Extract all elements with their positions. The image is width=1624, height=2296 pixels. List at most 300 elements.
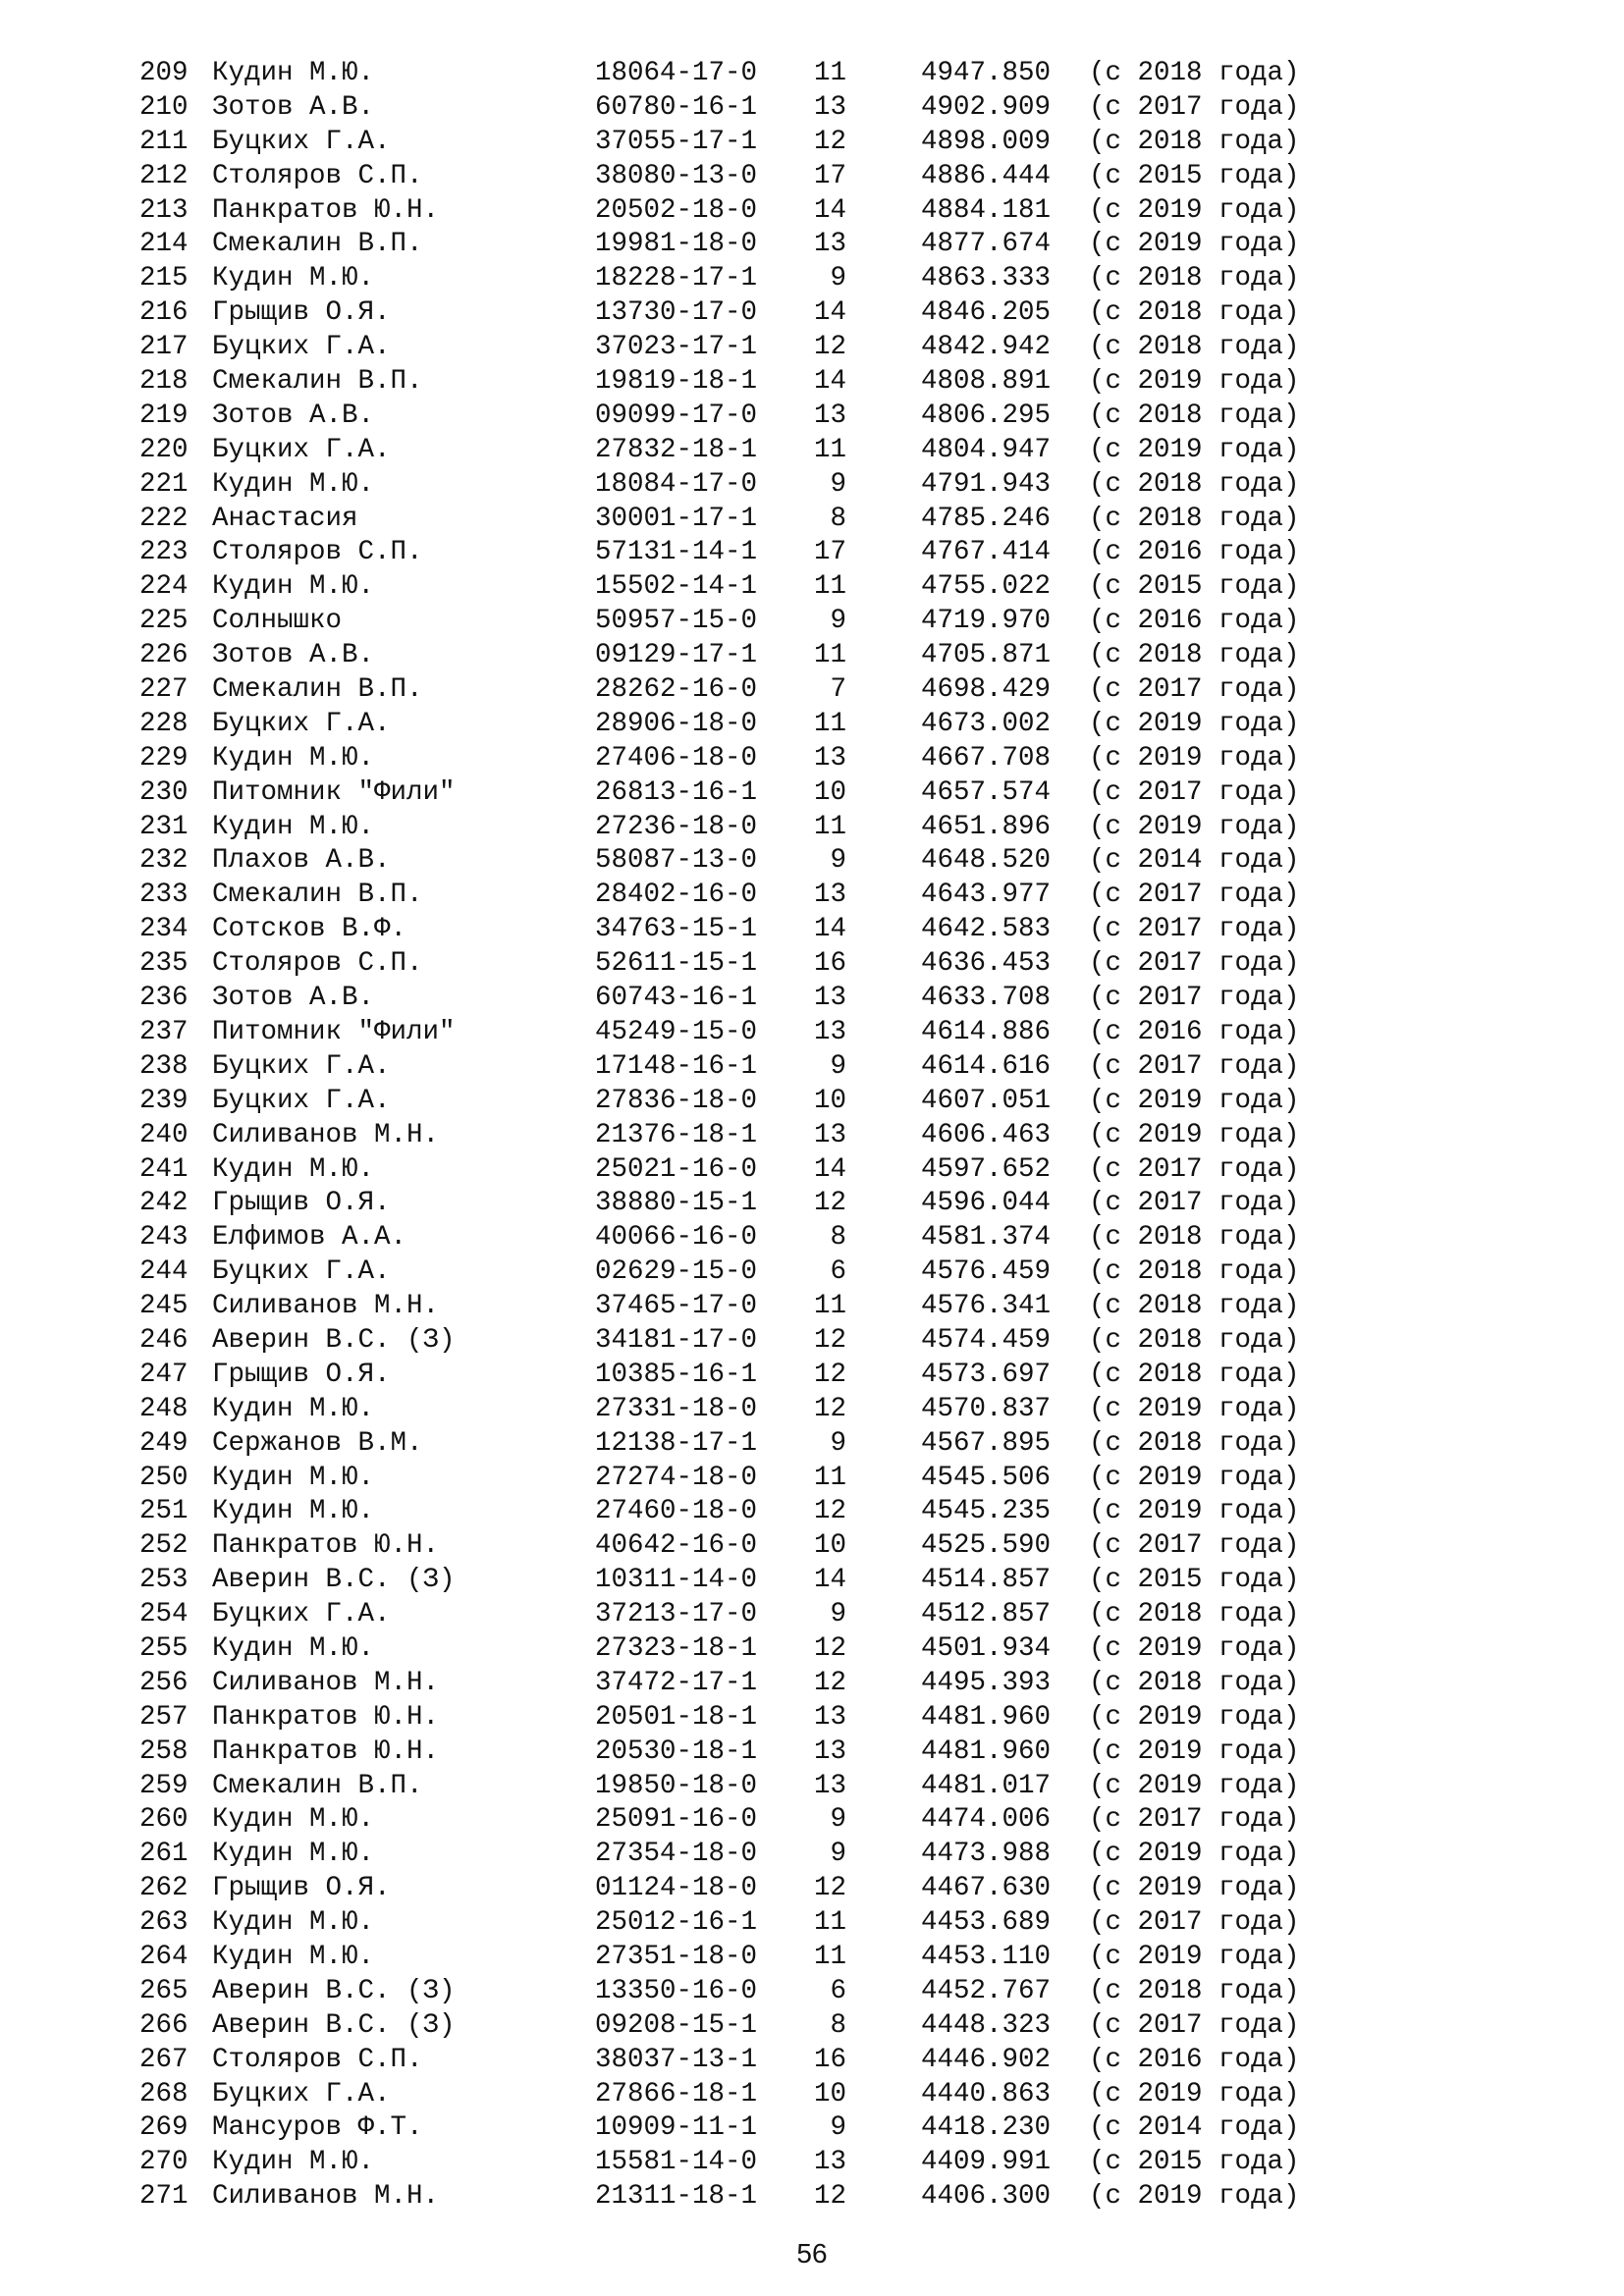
since-year-cell: (с 2018 года) (1089, 503, 1300, 534)
since-year-cell: (с 2018 года) (1089, 332, 1300, 363)
score-cell: 4576.459 (921, 1256, 1052, 1288)
owner-name-cell: Зотов А.В. (212, 640, 375, 671)
owner-name-cell: Кудин М.Ю. (212, 1496, 375, 1527)
since-year-cell: (с 2017 года) (1089, 1907, 1300, 1939)
owner-name-cell: Панкратов Ю.Н. (212, 1735, 440, 1767)
rank-cell: 230 (139, 776, 189, 808)
rank-cell: 222 (139, 503, 189, 534)
score-cell: 4898.009 (921, 126, 1052, 157)
registration-id-cell: 52611-15-1 (595, 948, 758, 980)
rank-cell: 255 (139, 1632, 189, 1664)
owner-name-cell: Буцких Г.А. (212, 708, 391, 739)
owner-name-cell: Кудин М.Ю. (212, 1393, 375, 1424)
since-year-cell: (с 2017 года) (1089, 1153, 1300, 1185)
score-cell: 4791.943 (921, 468, 1052, 500)
rank-cell: 260 (139, 1804, 189, 1836)
score-cell: 4474.006 (921, 1804, 1052, 1836)
count-cell: 13 (813, 742, 846, 774)
since-year-cell: (с 2017 года) (1089, 91, 1300, 123)
count-cell: 17 (813, 160, 846, 191)
since-year-cell: (с 2019 года) (1089, 742, 1300, 774)
registration-id-cell: 18084-17-0 (595, 468, 758, 500)
score-cell: 4886.444 (921, 160, 1052, 191)
since-year-cell: (с 2019 года) (1089, 366, 1300, 398)
owner-name-cell: Мансуров Ф.Т. (212, 2112, 423, 2144)
owner-name-cell: Кудин М.Ю. (212, 811, 375, 842)
since-year-cell: (с 2018 года) (1089, 1256, 1300, 1288)
rank-cell: 265 (139, 1975, 189, 2006)
score-cell: 4642.583 (921, 914, 1052, 945)
score-cell: 4545.235 (921, 1496, 1052, 1527)
owner-name-cell: Столяров С.П. (212, 537, 423, 568)
count-cell: 14 (813, 194, 846, 226)
registration-id-cell: 37213-17-0 (595, 1599, 758, 1630)
owner-name-cell: Аверин В.С. (З) (212, 1975, 456, 2006)
score-cell: 4902.909 (921, 91, 1052, 123)
count-cell: 12 (813, 126, 846, 157)
registration-id-cell: 09099-17-0 (595, 400, 758, 431)
owner-name-cell: Кудин М.Ю. (212, 1941, 375, 1972)
since-year-cell: (с 2018 года) (1089, 468, 1300, 500)
count-cell: 11 (813, 708, 846, 739)
count-cell: 13 (813, 229, 846, 260)
rank-cell: 242 (139, 1188, 189, 1219)
rank-cell: 229 (139, 742, 189, 774)
rank-cell: 268 (139, 2078, 189, 2109)
score-cell: 4574.459 (921, 1324, 1052, 1356)
rank-cell: 210 (139, 91, 189, 123)
owner-name-cell: Кудин М.Ю. (212, 58, 375, 88)
registration-id-cell: 27351-18-0 (595, 1941, 758, 1972)
since-year-cell: (с 2018 года) (1089, 1359, 1300, 1390)
registration-id-cell: 12138-17-1 (595, 1427, 758, 1459)
registration-id-cell: 37465-17-0 (595, 1291, 758, 1322)
rank-cell: 244 (139, 1256, 189, 1288)
rank-cell: 270 (139, 2147, 189, 2178)
rank-cell: 213 (139, 194, 189, 226)
score-cell: 4633.708 (921, 983, 1052, 1014)
score-cell: 4581.374 (921, 1222, 1052, 1254)
count-cell: 17 (813, 537, 846, 568)
rank-cell: 216 (139, 297, 189, 329)
registration-id-cell: 37472-17-1 (595, 1667, 758, 1698)
since-year-cell: (с 2017 года) (1089, 948, 1300, 980)
registration-id-cell: 13350-16-0 (595, 1975, 758, 2006)
registration-id-cell: 28402-16-0 (595, 880, 758, 911)
count-cell: 13 (813, 91, 846, 123)
count-cell: 11 (813, 1462, 846, 1493)
since-year-cell: (с 2018 года) (1089, 1667, 1300, 1698)
since-year-cell: (с 2017 года) (1089, 880, 1300, 911)
rank-cell: 252 (139, 1530, 189, 1562)
score-cell: 4597.652 (921, 1153, 1052, 1185)
count-cell: 11 (813, 640, 846, 671)
registration-id-cell: 01124-18-0 (595, 1873, 758, 1904)
page-number: 56 (796, 2238, 828, 2269)
since-year-cell: (с 2017 года) (1089, 1188, 1300, 1219)
score-cell: 4567.895 (921, 1427, 1052, 1459)
score-cell: 4698.429 (921, 674, 1052, 706)
rank-cell: 247 (139, 1359, 189, 1390)
rank-cell: 254 (139, 1599, 189, 1630)
registration-id-cell: 25091-16-0 (595, 1804, 758, 1836)
owner-name-cell: Столяров С.П. (212, 2044, 423, 2075)
since-year-cell: (с 2017 года) (1089, 1530, 1300, 1562)
count-cell: 6 (830, 1975, 846, 2006)
rank-cell: 256 (139, 1667, 189, 1698)
owner-name-cell: Грыщив О.Я. (212, 297, 391, 329)
registration-id-cell: 09129-17-1 (595, 640, 758, 671)
owner-name-cell: Смекалин В.П. (212, 674, 423, 706)
count-cell: 14 (813, 1153, 846, 1185)
score-cell: 4667.708 (921, 742, 1052, 774)
since-year-cell: (с 2019 года) (1089, 1701, 1300, 1733)
since-year-cell: (с 2019 года) (1089, 194, 1300, 226)
registration-id-cell: 15581-14-0 (595, 2147, 758, 2178)
since-year-cell: (с 2016 года) (1089, 537, 1300, 568)
rank-cell: 269 (139, 2112, 189, 2144)
registration-id-cell: 27331-18-0 (595, 1393, 758, 1424)
count-cell: 12 (813, 1632, 846, 1664)
registration-id-cell: 27274-18-0 (595, 1462, 758, 1493)
count-cell: 14 (813, 366, 846, 398)
score-cell: 4570.837 (921, 1393, 1052, 1424)
count-cell: 9 (830, 1427, 846, 1459)
owner-name-cell: Сотсков В.Ф. (212, 914, 407, 945)
registration-id-cell: 15502-14-1 (595, 571, 758, 603)
score-cell: 4673.002 (921, 708, 1052, 739)
score-cell: 4643.977 (921, 880, 1052, 911)
count-cell: 13 (813, 880, 846, 911)
owner-name-cell: Панкратов Ю.Н. (212, 1701, 440, 1733)
since-year-cell: (с 2018 года) (1089, 1427, 1300, 1459)
count-cell: 11 (813, 1907, 846, 1939)
since-year-cell: (с 2014 года) (1089, 2112, 1300, 2144)
registration-id-cell: 27460-18-0 (595, 1496, 758, 1527)
rank-cell: 267 (139, 2044, 189, 2075)
owner-name-cell: Буцких Г.А. (212, 126, 391, 157)
count-cell: 13 (813, 1016, 846, 1047)
rank-cell: 253 (139, 1565, 189, 1596)
score-cell: 4446.902 (921, 2044, 1052, 2075)
rank-cell: 233 (139, 880, 189, 911)
owner-name-cell: Кудин М.Ю. (212, 742, 375, 774)
since-year-cell: (с 2015 года) (1089, 2147, 1300, 2178)
since-year-cell: (с 2018 года) (1089, 400, 1300, 431)
registration-id-cell: 27323-18-1 (595, 1632, 758, 1664)
since-year-cell: (с 2019 года) (1089, 1873, 1300, 1904)
since-year-cell: (с 2016 года) (1089, 606, 1300, 637)
count-cell: 10 (813, 776, 846, 808)
score-cell: 4785.246 (921, 503, 1052, 534)
since-year-cell: (с 2019 года) (1089, 434, 1300, 465)
rank-cell: 221 (139, 468, 189, 500)
rank-cell: 266 (139, 2009, 189, 2041)
owner-name-cell: Питомник "Фили" (212, 1016, 456, 1047)
since-year-cell: (с 2019 года) (1089, 811, 1300, 842)
owner-name-cell: Смекалин В.П. (212, 229, 423, 260)
owner-name-cell: Кудин М.Ю. (212, 571, 375, 603)
owner-name-cell: Грыщив О.Я. (212, 1359, 391, 1390)
registration-id-cell: 27836-18-0 (595, 1085, 758, 1116)
rank-cell: 262 (139, 1873, 189, 1904)
rank-cell: 237 (139, 1016, 189, 1047)
count-cell: 13 (813, 983, 846, 1014)
count-cell: 6 (830, 1256, 846, 1288)
owner-name-cell: Грыщив О.Я. (212, 1188, 391, 1219)
count-cell: 13 (813, 1735, 846, 1767)
owner-name-cell: Елфимов А.А. (212, 1222, 407, 1254)
rank-cell: 231 (139, 811, 189, 842)
since-year-cell: (с 2019 года) (1089, 1462, 1300, 1493)
count-cell: 8 (830, 503, 846, 534)
registration-id-cell: 26813-16-1 (595, 776, 758, 808)
score-cell: 4804.947 (921, 434, 1052, 465)
since-year-cell: (с 2017 года) (1089, 1804, 1300, 1836)
since-year-cell: (с 2019 года) (1089, 1735, 1300, 1767)
score-cell: 4614.616 (921, 1050, 1052, 1082)
registration-id-cell: 20502-18-0 (595, 194, 758, 226)
count-cell: 11 (813, 811, 846, 842)
registration-id-cell: 38880-15-1 (595, 1188, 758, 1219)
count-cell: 14 (813, 297, 846, 329)
score-cell: 4440.863 (921, 2078, 1052, 2109)
count-cell: 9 (830, 263, 846, 294)
score-cell: 4453.689 (921, 1907, 1052, 1939)
registration-id-cell: 20501-18-1 (595, 1701, 758, 1733)
rank-cell: 217 (139, 332, 189, 363)
rank-cell: 236 (139, 983, 189, 1014)
score-cell: 4651.896 (921, 811, 1052, 842)
count-cell: 13 (813, 400, 846, 431)
since-year-cell: (с 2015 года) (1089, 571, 1300, 603)
since-year-cell: (с 2018 года) (1089, 297, 1300, 329)
score-cell: 4842.942 (921, 332, 1052, 363)
score-cell: 4576.341 (921, 1291, 1052, 1322)
rank-cell: 220 (139, 434, 189, 465)
score-cell: 4705.871 (921, 640, 1052, 671)
owner-name-cell: Аверин В.С. (З) (212, 2009, 456, 2041)
rank-cell: 226 (139, 640, 189, 671)
registration-id-cell: 19981-18-0 (595, 229, 758, 260)
owner-name-cell: Смекалин В.П. (212, 1770, 423, 1801)
rank-cell: 218 (139, 366, 189, 398)
count-cell: 16 (813, 2044, 846, 2075)
rank-cell: 263 (139, 1907, 189, 1939)
registration-id-cell: 09208-15-1 (595, 2009, 758, 2041)
rank-cell: 250 (139, 1462, 189, 1493)
since-year-cell: (с 2018 года) (1089, 1599, 1300, 1630)
registration-id-cell: 37023-17-1 (595, 332, 758, 363)
count-cell: 9 (830, 1839, 846, 1870)
score-cell: 4409.991 (921, 2147, 1052, 2178)
count-cell: 13 (813, 1770, 846, 1801)
since-year-cell: (с 2016 года) (1089, 2044, 1300, 2075)
count-cell: 11 (813, 571, 846, 603)
score-cell: 4767.414 (921, 537, 1052, 568)
owner-name-cell: Кудин М.Ю. (212, 468, 375, 500)
count-cell: 14 (813, 1565, 846, 1596)
owner-name-cell: Буцких Г.А. (212, 1256, 391, 1288)
registration-id-cell: 34763-15-1 (595, 914, 758, 945)
since-year-cell: (с 2018 года) (1089, 640, 1300, 671)
since-year-cell: (с 2017 года) (1089, 1050, 1300, 1082)
score-cell: 4448.323 (921, 2009, 1052, 2041)
rank-cell: 259 (139, 1770, 189, 1801)
owner-name-cell: Буцких Г.А. (212, 1050, 391, 1082)
rank-cell: 249 (139, 1427, 189, 1459)
count-cell: 9 (830, 1599, 846, 1630)
owner-name-cell: Кудин М.Ю. (212, 1907, 375, 1939)
registration-id-cell: 19819-18-1 (595, 366, 758, 398)
owner-name-cell: Зотов А.В. (212, 983, 375, 1014)
registration-id-cell: 28906-18-0 (595, 708, 758, 739)
owner-name-cell: Зотов А.В. (212, 400, 375, 431)
registration-id-cell: 02629-15-0 (595, 1256, 758, 1288)
count-cell: 9 (830, 1050, 846, 1082)
since-year-cell: (с 2015 года) (1089, 1565, 1300, 1596)
owner-name-cell: Буцких Г.А. (212, 1085, 391, 1116)
registration-id-cell: 25021-16-0 (595, 1153, 758, 1185)
count-cell: 13 (813, 1701, 846, 1733)
owner-name-cell: Буцких Г.А. (212, 332, 391, 363)
score-cell: 4481.017 (921, 1770, 1052, 1801)
score-cell: 4514.857 (921, 1565, 1052, 1596)
since-year-cell: (с 2019 года) (1089, 229, 1300, 260)
owner-name-cell: Смекалин В.П. (212, 366, 423, 398)
count-cell: 13 (813, 1119, 846, 1150)
since-year-cell: (с 2019 года) (1089, 708, 1300, 739)
score-cell: 4947.850 (921, 58, 1052, 88)
score-cell: 4614.886 (921, 1016, 1052, 1047)
rank-cell: 264 (139, 1941, 189, 1972)
registration-id-cell: 13730-17-0 (595, 297, 758, 329)
score-cell: 4596.044 (921, 1188, 1052, 1219)
rank-cell: 227 (139, 674, 189, 706)
registration-id-cell: 27406-18-0 (595, 742, 758, 774)
registration-id-cell: 50957-15-0 (595, 606, 758, 637)
owner-name-cell: Силиванов М.Н. (212, 1667, 440, 1698)
rank-cell: 257 (139, 1701, 189, 1733)
registration-id-cell: 21311-18-1 (595, 2181, 758, 2213)
count-cell: 12 (813, 1359, 846, 1390)
since-year-cell: (с 2019 года) (1089, 1119, 1300, 1150)
since-year-cell: (с 2017 года) (1089, 983, 1300, 1014)
score-cell: 4406.300 (921, 2181, 1052, 2213)
count-cell: 16 (813, 948, 846, 980)
registration-id-cell: 40642-16-0 (595, 1530, 758, 1562)
owner-name-cell: Питомник "Фили" (212, 776, 456, 808)
count-cell: 13 (813, 2147, 846, 2178)
owner-name-cell: Зотов А.В. (212, 91, 375, 123)
count-cell: 11 (813, 434, 846, 465)
count-cell: 12 (813, 332, 846, 363)
rank-cell: 238 (139, 1050, 189, 1082)
rank-cell: 211 (139, 126, 189, 157)
registration-id-cell: 27866-18-1 (595, 2078, 758, 2109)
count-cell: 12 (813, 1324, 846, 1356)
rank-cell: 232 (139, 845, 189, 877)
since-year-cell: (с 2017 года) (1089, 674, 1300, 706)
score-cell: 4877.674 (921, 229, 1052, 260)
owner-name-cell: Силиванов М.Н. (212, 1291, 440, 1322)
score-cell: 4657.574 (921, 776, 1052, 808)
rank-cell: 215 (139, 263, 189, 294)
registration-id-cell: 21376-18-1 (595, 1119, 758, 1150)
count-cell: 9 (830, 2112, 846, 2144)
score-cell: 4884.181 (921, 194, 1052, 226)
since-year-cell: (с 2018 года) (1089, 1222, 1300, 1254)
registration-id-cell: 38080-13-0 (595, 160, 758, 191)
owner-name-cell: Кудин М.Ю. (212, 1839, 375, 1870)
owner-name-cell: Кудин М.Ю. (212, 1462, 375, 1493)
since-year-cell: (с 2019 года) (1089, 2078, 1300, 2109)
score-cell: 4607.051 (921, 1085, 1052, 1116)
rank-cell: 214 (139, 229, 189, 260)
count-cell: 9 (830, 468, 846, 500)
count-cell: 12 (813, 1393, 846, 1424)
rank-cell: 245 (139, 1291, 189, 1322)
count-cell: 9 (830, 1804, 846, 1836)
since-year-cell: (с 2015 года) (1089, 160, 1300, 191)
owner-name-cell: Силиванов М.Н. (212, 2181, 440, 2213)
owner-name-cell: Столяров С.П. (212, 948, 423, 980)
owner-name-cell: Аверин В.С. (З) (212, 1324, 456, 1356)
score-cell: 4808.891 (921, 366, 1052, 398)
owner-name-cell: Буцких Г.А. (212, 1599, 391, 1630)
owner-name-cell: Смекалин В.П. (212, 880, 423, 911)
owner-name-cell: Панкратов Ю.Н. (212, 194, 440, 226)
score-cell: 4606.463 (921, 1119, 1052, 1150)
owner-name-cell: Панкратов Ю.Н. (212, 1530, 440, 1562)
owner-name-cell: Столяров С.П. (212, 160, 423, 191)
count-cell: 8 (830, 1222, 846, 1254)
count-cell: 9 (830, 606, 846, 637)
count-cell: 14 (813, 914, 846, 945)
since-year-cell: (с 2018 года) (1089, 1324, 1300, 1356)
score-cell: 4467.630 (921, 1873, 1052, 1904)
score-cell: 4452.767 (921, 1975, 1052, 2006)
rank-cell: 251 (139, 1496, 189, 1527)
owner-name-cell: Аверин В.С. (З) (212, 1565, 456, 1596)
registration-id-cell: 38037-13-1 (595, 2044, 758, 2075)
registration-id-cell: 18228-17-1 (595, 263, 758, 294)
since-year-cell: (с 2018 года) (1089, 1975, 1300, 2006)
registration-id-cell: 34181-17-0 (595, 1324, 758, 1356)
since-year-cell: (с 2019 года) (1089, 1632, 1300, 1664)
registration-id-cell: 40066-16-0 (595, 1222, 758, 1254)
owner-name-cell: Кудин М.Ю. (212, 1804, 375, 1836)
count-cell: 10 (813, 2078, 846, 2109)
registration-id-cell: 60743-16-1 (595, 983, 758, 1014)
since-year-cell: (с 2018 года) (1089, 126, 1300, 157)
registration-id-cell: 27354-18-0 (595, 1839, 758, 1870)
count-cell: 7 (830, 674, 846, 706)
registration-id-cell: 10311-14-0 (595, 1565, 758, 1596)
since-year-cell: (с 2019 года) (1089, 1496, 1300, 1527)
rank-cell: 235 (139, 948, 189, 980)
since-year-cell: (с 2019 года) (1089, 1770, 1300, 1801)
since-year-cell: (с 2019 года) (1089, 1393, 1300, 1424)
count-cell: 12 (813, 1873, 846, 1904)
rank-cell: 219 (139, 400, 189, 431)
registration-id-cell: 25012-16-1 (595, 1907, 758, 1939)
count-cell: 9 (830, 845, 846, 877)
score-cell: 4806.295 (921, 400, 1052, 431)
count-cell: 11 (813, 58, 846, 88)
since-year-cell: (с 2019 года) (1089, 1085, 1300, 1116)
owner-name-cell: Кудин М.Ю. (212, 1632, 375, 1664)
